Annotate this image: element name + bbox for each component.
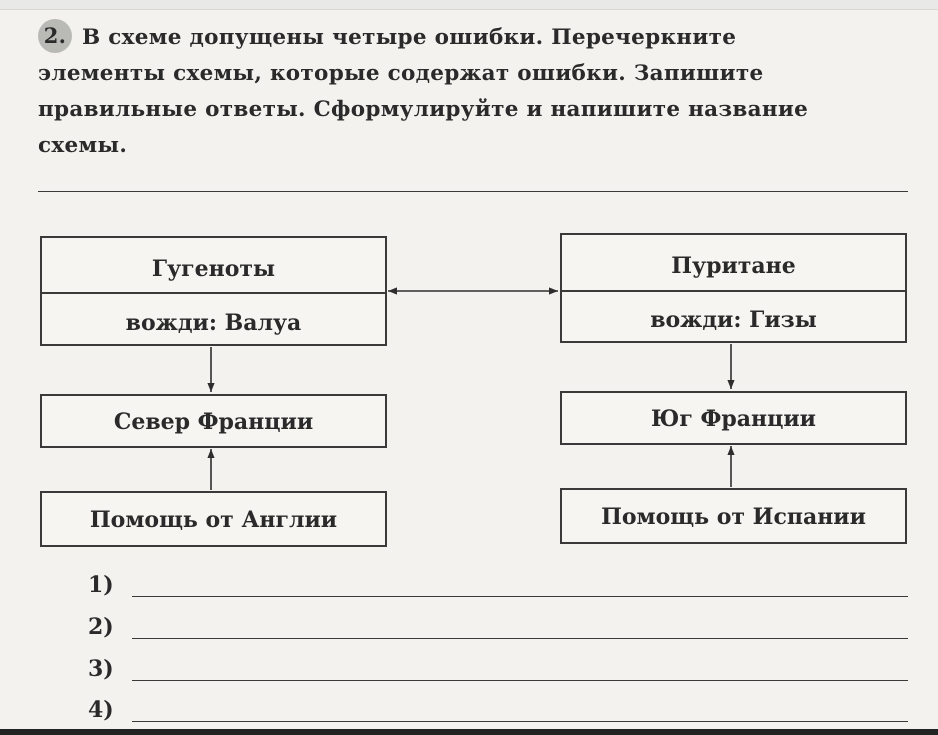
right-leaders[interactable]: вожди: Гизы xyxy=(650,307,817,333)
answer-line-2[interactable] xyxy=(132,638,908,639)
task-line-2: элементы схемы, которые содержат ошибки. Запишите xyxy=(38,61,764,86)
answer-row-3 xyxy=(88,656,908,688)
left-leaders[interactable]: вожди: Валуа xyxy=(125,310,302,336)
task-number-badge: 2. xyxy=(38,19,72,53)
bottom-border xyxy=(0,729,938,735)
answer-line-4[interactable] xyxy=(132,721,908,722)
left-help: Помощь от Англии xyxy=(89,507,338,533)
answer-number-2: 2) xyxy=(88,614,114,640)
answer-row-2 xyxy=(88,614,908,646)
answer-row-4 xyxy=(88,697,908,729)
right-title[interactable]: Пуритане xyxy=(671,253,796,279)
task-line-4: схемы. xyxy=(38,133,128,158)
task-line-1: 2. В схеме допущены четыре ошибки. Перечеркните xyxy=(38,20,918,56)
left-region: Север Франции xyxy=(113,409,314,435)
left-title[interactable]: Гугеноты xyxy=(151,256,276,282)
answer-line-3[interactable] xyxy=(132,680,908,681)
answer-line-1[interactable] xyxy=(132,596,908,597)
answer-number-3: 3) xyxy=(88,656,114,682)
answer-number-1: 1) xyxy=(88,572,114,598)
right-region: Юг Франции xyxy=(651,406,816,432)
answer-number-4: 4) xyxy=(88,697,114,723)
right-help: Помощь от Испании xyxy=(601,504,866,530)
answer-row-1 xyxy=(88,572,908,604)
task-line-3: правильные ответы. Сформулируйте и напишите название xyxy=(38,97,809,122)
